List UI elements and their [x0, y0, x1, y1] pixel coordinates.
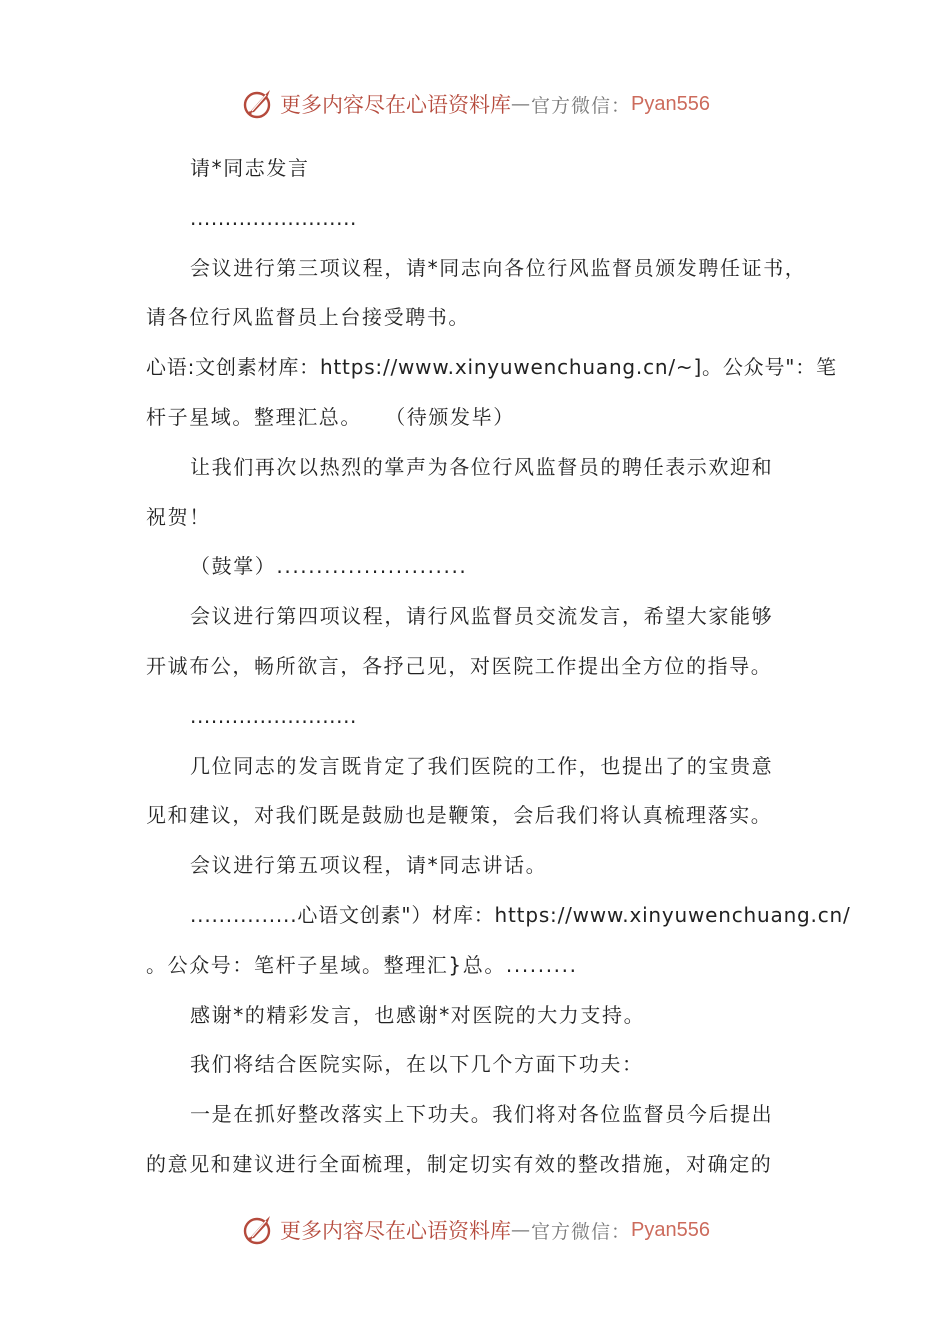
- body-line: 。公众号：笔杆子星域。整理汇}总。.........: [146, 952, 578, 977]
- body-line: 请各位行风监督员上台接受聘书。: [146, 305, 470, 330]
- body-line: 会议进行第五项议程，请*同志讲话。: [190, 853, 548, 878]
- body-line: 开诚布公，畅所欲言，各抒己见，对医院工作提出全方位的指导。: [146, 653, 773, 678]
- banner-brand-text: 更多内容尽在心语资料库: [280, 1219, 511, 1243]
- body-line: 祝贺！: [146, 504, 211, 529]
- body-line: 我们将结合医院实际，在以下几个方面下功夫：: [190, 1052, 644, 1077]
- body-line: 让我们再次以热烈的掌声为各位行风监督员的聘任表示欢迎和: [190, 454, 774, 479]
- banner-wechat-id: Pyan556: [631, 1218, 710, 1241]
- body-line: 会议进行第四项议程，请行风监督员交流发言，希望大家能够: [190, 604, 774, 629]
- body-line: 心语:文创素材库：https://www.xinyuwenchuang.cn/~]。公众号"：笔: [146, 355, 837, 380]
- body-line: 感谢*的精彩发言，也感谢*对医院的大力支持。: [190, 1002, 646, 1027]
- quill-pen-logo-icon: [240, 86, 276, 122]
- banner-dash: —: [511, 93, 531, 115]
- body-line: 请*同志发言: [190, 156, 310, 180]
- banner-dash: —: [511, 1219, 531, 1241]
- body-line: 见和建议，对我们既是鼓励也是鞭策，会后我们将认真梳理落实。: [146, 803, 773, 828]
- header-banner: [0, 82, 950, 126]
- footer-banner: [0, 1208, 950, 1252]
- body-line: 杆子星域。整理汇总。 （待颁发毕）: [146, 404, 515, 429]
- document-body: [146, 144, 851, 1190]
- banner-wechat-label: 官方微信：: [531, 1220, 632, 1243]
- body-line: 几位同志的发言既肯定了我们医院的工作，也提出了的宝贵意: [190, 753, 774, 778]
- body-line: （鼓掌）........................: [190, 554, 468, 579]
- banner-wechat-id: Pyan556: [631, 92, 710, 115]
- quill-pen-logo-icon: [240, 1212, 276, 1248]
- body-line: ........................: [190, 703, 357, 728]
- banner-wechat-label: 官方微信：: [531, 94, 632, 117]
- body-line: ...............心语文创素"）材库：https://www.xinyuwenchuang.cn/: [190, 902, 851, 927]
- body-line: 的意见和建议进行全面梳理，制定切实有效的整改措施，对确定的: [146, 1151, 773, 1176]
- body-line: 会议进行第三项议程，请*同志向各位行风监督员颁发聘任证书，: [190, 255, 807, 280]
- body-line: 一是在抓好整改落实上下功夫。我们将对各位监督员今后提出: [190, 1102, 774, 1127]
- body-line: ........................: [190, 205, 357, 230]
- banner-brand-text: 更多内容尽在心语资料库: [280, 93, 511, 117]
